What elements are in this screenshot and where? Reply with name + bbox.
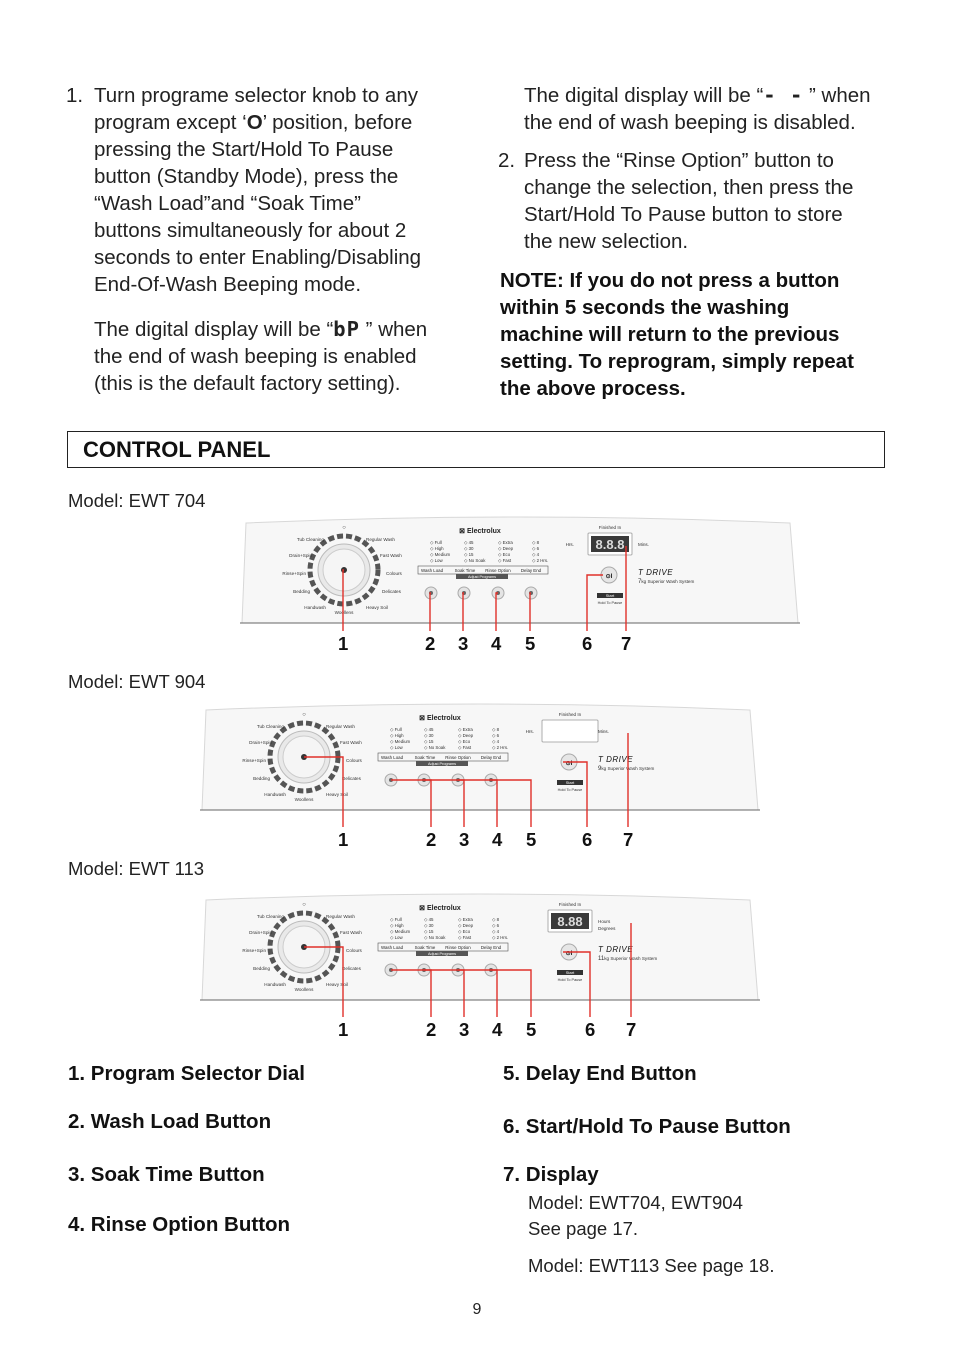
t-drive-logo: T DRIVE <box>638 568 674 577</box>
step-1-line: buttons simultaneously for about 2 <box>94 219 407 242</box>
svg-text:◇ Full: ◇ Full <box>430 540 442 545</box>
svg-text:7kg Superior Wash System: 7kg Superior Wash System <box>638 579 695 585</box>
callout-7: 7 <box>621 633 632 654</box>
step-1-line: Turn programe selector knob to any <box>94 84 418 107</box>
svg-text:◇ Deep: ◇ Deep <box>498 546 514 551</box>
t-drive-logo: T DRIVE <box>598 755 634 764</box>
svg-text:◇ Medium: ◇ Medium <box>430 552 451 557</box>
leader-line-3 <box>424 780 464 827</box>
svg-text:◇ Medium: ◇ Medium <box>390 929 411 934</box>
model-label-ewt704: Model: EWT 704 <box>68 490 206 511</box>
callout-6: 6 <box>582 633 593 654</box>
legend-start-hold-button: 6. Start/Hold To Pause Button <box>503 1115 791 1138</box>
svg-text:◇ Deep: ◇ Deep <box>458 733 474 738</box>
svg-text:Rinse Option: Rinse Option <box>445 945 471 950</box>
brand-logo-text: ⊠ Electrolux <box>419 715 461 722</box>
svg-text:Bedding: Bedding <box>293 589 310 594</box>
legend-soak-time-button: 3. Soak Time Button <box>68 1163 265 1186</box>
svg-text:◇ 30: ◇ 30 <box>424 923 434 928</box>
callout-4: 4 <box>491 633 502 654</box>
step-1-line: pressing the Start/Hold To Pause <box>94 138 394 161</box>
svg-text:◇ 45: ◇ 45 <box>424 917 434 922</box>
svg-text:◇ Eco: ◇ Eco <box>458 929 471 934</box>
legend-display-sub-ewt113: Model: EWT113 See page 18. <box>528 1255 775 1276</box>
svg-text:◇ 30: ◇ 30 <box>424 733 434 738</box>
svg-text:◇ 4: ◇ 4 <box>492 929 500 934</box>
svg-text:Regular Wash: Regular Wash <box>326 914 355 919</box>
t-drive-logo: T DRIVE <box>598 945 634 954</box>
svg-text:Heavy Soil: Heavy Soil <box>366 605 388 610</box>
svg-text:◇ Fast: ◇ Fast <box>458 745 472 750</box>
svg-text:Colours: Colours <box>346 948 362 953</box>
svg-text:Fast Wash: Fast Wash <box>340 930 362 935</box>
svg-text:Soak Time: Soak Time <box>454 568 476 573</box>
svg-text:Delay End: Delay End <box>480 755 502 760</box>
svg-text:◇ 2 Hrs.: ◇ 2 Hrs. <box>532 558 549 563</box>
svg-text:◇ 8: ◇ 8 <box>492 727 500 732</box>
legend-program-selector-dial: 1. Program Selector Dial <box>68 1062 305 1085</box>
svg-text:Regular Wash: Regular Wash <box>326 724 355 729</box>
svg-text:Rinse Option: Rinse Option <box>485 568 511 573</box>
svg-text:Hrs.: Hrs. <box>565 542 574 547</box>
leader-line-6 <box>587 575 603 631</box>
svg-text:Rinse Option: Rinse Option <box>445 755 471 760</box>
svg-text:Bedding: Bedding <box>253 776 270 781</box>
svg-text:◇ Full: ◇ Full <box>390 917 402 922</box>
display-enabled-text: The digital display will be “bP ” when the end of wash beeping is enabled (this is the default factory setting). <box>94 317 428 395</box>
svg-text:◇ Extra: ◇ Extra <box>458 917 473 922</box>
legend-rinse-option-button: 4. Rinse Option Button <box>68 1213 291 1236</box>
svg-text:Hold To Pause: Hold To Pause <box>557 788 583 792</box>
leader-line-4 <box>496 593 498 631</box>
svg-text:Delicates: Delicates <box>342 966 361 971</box>
svg-text:◇ Extra: ◇ Extra <box>498 540 513 545</box>
svg-text:Drain+Spin: Drain+Spin <box>249 740 272 745</box>
leader-line-2 <box>391 780 431 827</box>
callout-1: 1 <box>338 1019 349 1040</box>
callout-2: 2 <box>425 633 436 654</box>
svg-text:◇ 45: ◇ 45 <box>424 727 434 732</box>
svg-text:Start: Start <box>565 780 575 785</box>
svg-text:Hold To Pause: Hold To Pause <box>597 601 623 605</box>
svg-text:Rinse+Spin: Rinse+Spin <box>282 571 306 576</box>
svg-text:◇ Fast: ◇ Fast <box>498 558 512 563</box>
svg-text:Soak Time: Soak Time <box>414 755 436 760</box>
svg-text:◇ 45: ◇ 45 <box>464 540 474 545</box>
callout-7: 7 <box>626 1019 637 1040</box>
step-1-line: program except ‘O’ position, before <box>94 111 413 134</box>
svg-text:Heavy Soil: Heavy Soil <box>326 982 348 987</box>
svg-text:Regular Wash: Regular Wash <box>366 537 395 542</box>
callout-5: 5 <box>526 1019 537 1040</box>
callout-2: 2 <box>426 1019 437 1040</box>
note: NOTE: If you do not press a button within 5 seconds the washing machine will return to the previous setting. To reprogram, simply repeat the above process. <box>500 269 854 400</box>
svg-text:◇ High: ◇ High <box>390 733 404 738</box>
svg-text:Start: Start <box>565 970 575 975</box>
svg-text:○: ○ <box>302 902 306 908</box>
svg-text:Rinse+Spin: Rinse+Spin <box>242 948 266 953</box>
svg-text:◇ Full: ◇ Full <box>390 727 402 732</box>
leader-line-6 <box>563 952 590 1017</box>
svg-text:Tub Cleaning: Tub Cleaning <box>256 914 284 919</box>
svg-text:◇ 2 Hrs.: ◇ 2 Hrs. <box>492 935 509 940</box>
svg-text:Start: Start <box>605 593 615 598</box>
svg-text:Delay End: Delay End <box>480 945 502 950</box>
svg-text:Mins.: Mins. <box>638 542 649 547</box>
svg-text:◇ No Soak: ◇ No Soak <box>424 745 446 750</box>
svg-text:Handwash: Handwash <box>264 792 286 797</box>
svg-text:◇ 15: ◇ 15 <box>464 552 474 557</box>
legend-display: 7. Display <box>503 1163 599 1186</box>
step-2-number: 2. <box>498 149 516 172</box>
callout-5: 5 <box>525 633 536 654</box>
svg-text:Handwash: Handwash <box>264 982 286 987</box>
svg-text:Hold To Pause: Hold To Pause <box>557 978 583 982</box>
svg-text:Wash Load: Wash Load <box>380 945 404 950</box>
model-label-ewt113: Model: EWT 113 <box>68 858 205 879</box>
svg-text:◇ 15: ◇ 15 <box>424 929 434 934</box>
svg-text:◇ 8: ◇ 8 <box>492 917 500 922</box>
svg-text:◇ 8: ◇ 8 <box>532 540 540 545</box>
callout-6: 6 <box>585 1019 596 1040</box>
svg-text:Degrees: Degrees <box>598 926 616 931</box>
svg-text:Colours: Colours <box>346 758 362 763</box>
svg-text:Tub Cleaning: Tub Cleaning <box>296 537 324 542</box>
leader-line-3 <box>463 593 464 631</box>
svg-text:◇ High: ◇ High <box>390 923 404 928</box>
svg-text:Drain+Spin: Drain+Spin <box>289 553 312 558</box>
brand-logo-text: ⊠ Electrolux <box>459 528 501 535</box>
svg-text:◇ No Soak: ◇ No Soak <box>464 558 486 563</box>
display-disabled-text: The digital display will be “- - ” when the end of wash beeping is disabled. <box>524 83 871 134</box>
leader-line-6 <box>563 762 587 827</box>
page-number: 9 <box>472 1301 482 1318</box>
svg-text:Delay End: Delay End <box>520 568 542 573</box>
svg-text:11kg Superior Wash System: 11kg Superior Wash System <box>598 956 658 962</box>
callout-5: 5 <box>526 829 537 850</box>
leader-line-1 <box>304 947 343 1017</box>
svg-text:Woollens: Woollens <box>294 987 314 992</box>
svg-text:Adjust Programs: Adjust Programs <box>427 762 457 766</box>
svg-text:Woollens: Woollens <box>294 797 314 802</box>
callout-6: 6 <box>582 829 593 850</box>
svg-text:Finished In: Finished In <box>598 525 622 530</box>
svg-text:◇ Eco: ◇ Eco <box>458 739 471 744</box>
svg-text:9kg Superior Wash System: 9kg Superior Wash System <box>598 766 655 772</box>
svg-text:⊙I: ⊙I <box>565 951 573 957</box>
callout-4: 4 <box>492 829 503 850</box>
svg-text:Adjust Programs: Adjust Programs <box>467 575 497 579</box>
svg-text:◇ No Soak: ◇ No Soak <box>424 935 446 940</box>
svg-text:Delicates: Delicates <box>382 589 401 594</box>
leader-line-1 <box>304 757 343 827</box>
callout-2: 2 <box>426 829 437 850</box>
svg-text:◇ Deep: ◇ Deep <box>458 923 474 928</box>
display-digits: 8.8.8 <box>595 537 625 552</box>
leader-line-2 <box>391 970 431 1017</box>
svg-text:Wash Load: Wash Load <box>420 568 444 573</box>
svg-text:◇ 4: ◇ 4 <box>532 552 540 557</box>
step-1-number: 1. <box>66 84 84 107</box>
display-digits: 8.88 <box>557 914 583 929</box>
brand-logo-text: ⊠ Electrolux <box>419 905 461 912</box>
model-label-ewt904: Model: EWT 904 <box>68 671 206 692</box>
segment-code-bp: bP <box>333 317 360 341</box>
step-1-line: “Wash Load”and “Soak Time” <box>94 192 361 215</box>
svg-text:Hours: Hours <box>598 919 611 924</box>
svg-text:Heavy Soil: Heavy Soil <box>326 792 348 797</box>
step-2-text: Press the “Rinse Option” button to change the selection, then press the Start/Hold To Pause button to store the new selection. <box>524 149 854 253</box>
svg-text:Tub Cleaning: Tub Cleaning <box>256 724 284 729</box>
svg-text:Finished In: Finished In <box>558 712 582 717</box>
callout-3: 3 <box>459 829 470 850</box>
svg-text:Fast Wash: Fast Wash <box>340 740 362 745</box>
step-1-line: End-Of-Wash Beeping mode. <box>94 273 362 296</box>
svg-text:◇ Low: ◇ Low <box>390 745 403 750</box>
callout-4: 4 <box>492 1019 503 1040</box>
svg-text:Finished In: Finished In <box>558 902 582 907</box>
legend-delay-end-button: 5. Delay End Button <box>503 1062 697 1085</box>
callout-1: 1 <box>338 829 349 850</box>
svg-text:Delicates: Delicates <box>342 776 361 781</box>
svg-text:Fast Wash: Fast Wash <box>380 553 402 558</box>
svg-text:Bedding: Bedding <box>253 966 270 971</box>
svg-text:◇ Medium: ◇ Medium <box>390 739 411 744</box>
svg-text:◇ Eco: ◇ Eco <box>498 552 511 557</box>
svg-text:◇ Low: ◇ Low <box>390 935 403 940</box>
svg-text:◇ Extra: ◇ Extra <box>458 727 473 732</box>
legend-wash-load-button: 2. Wash Load Button <box>68 1110 272 1133</box>
svg-text:◇ 6: ◇ 6 <box>532 546 540 551</box>
svg-text:○: ○ <box>342 525 346 531</box>
svg-text:Soak Time: Soak Time <box>414 945 436 950</box>
leader-line-2 <box>430 593 431 631</box>
svg-text:Drain+Spin: Drain+Spin <box>249 930 272 935</box>
segment-code-dashes: - - <box>763 83 804 107</box>
leader-line-3 <box>424 970 464 1017</box>
svg-text:◇ Low: ◇ Low <box>430 558 443 563</box>
svg-text:Mins.: Mins. <box>598 729 609 734</box>
callout-7: 7 <box>623 829 634 850</box>
callout-3: 3 <box>459 1019 470 1040</box>
svg-text:Wash Load: Wash Load <box>380 755 404 760</box>
step-1-line: button (Standby Mode), press the <box>94 165 399 188</box>
section-title: CONTROL PANEL <box>83 437 271 462</box>
svg-text:◇ 30: ◇ 30 <box>464 546 474 551</box>
callout-1: 1 <box>338 633 349 654</box>
svg-text:Adjust Programs: Adjust Programs <box>427 952 457 956</box>
svg-text:○: ○ <box>302 712 306 718</box>
svg-text:Hrs.: Hrs. <box>525 729 534 734</box>
svg-text:◇ Fast: ◇ Fast <box>458 935 472 940</box>
svg-text:Rinse+Spin: Rinse+Spin <box>242 758 266 763</box>
svg-text:◇ 2 Hrs.: ◇ 2 Hrs. <box>492 745 509 750</box>
leader-line-1 <box>343 570 344 631</box>
svg-text:◇ High: ◇ High <box>430 546 444 551</box>
svg-text:⊙I: ⊙I <box>565 761 573 767</box>
leader-line-5 <box>530 593 531 631</box>
svg-text:◇ 6: ◇ 6 <box>492 923 500 928</box>
svg-text:◇ 15: ◇ 15 <box>424 739 434 744</box>
legend-display-sub: Model: EWT704, EWT904 See page 17. <box>528 1192 743 1239</box>
svg-text:◇ 6: ◇ 6 <box>492 733 500 738</box>
svg-text:◇ 4: ◇ 4 <box>492 739 500 744</box>
callout-3: 3 <box>458 633 469 654</box>
step-1-line: seconds to enter Enabling/Disabling <box>94 246 422 269</box>
svg-text:Colours: Colours <box>386 571 402 576</box>
svg-text:Handwash: Handwash <box>304 605 326 610</box>
svg-text:Woollens: Woollens <box>334 610 354 615</box>
svg-text:⊙I: ⊙I <box>605 574 613 580</box>
